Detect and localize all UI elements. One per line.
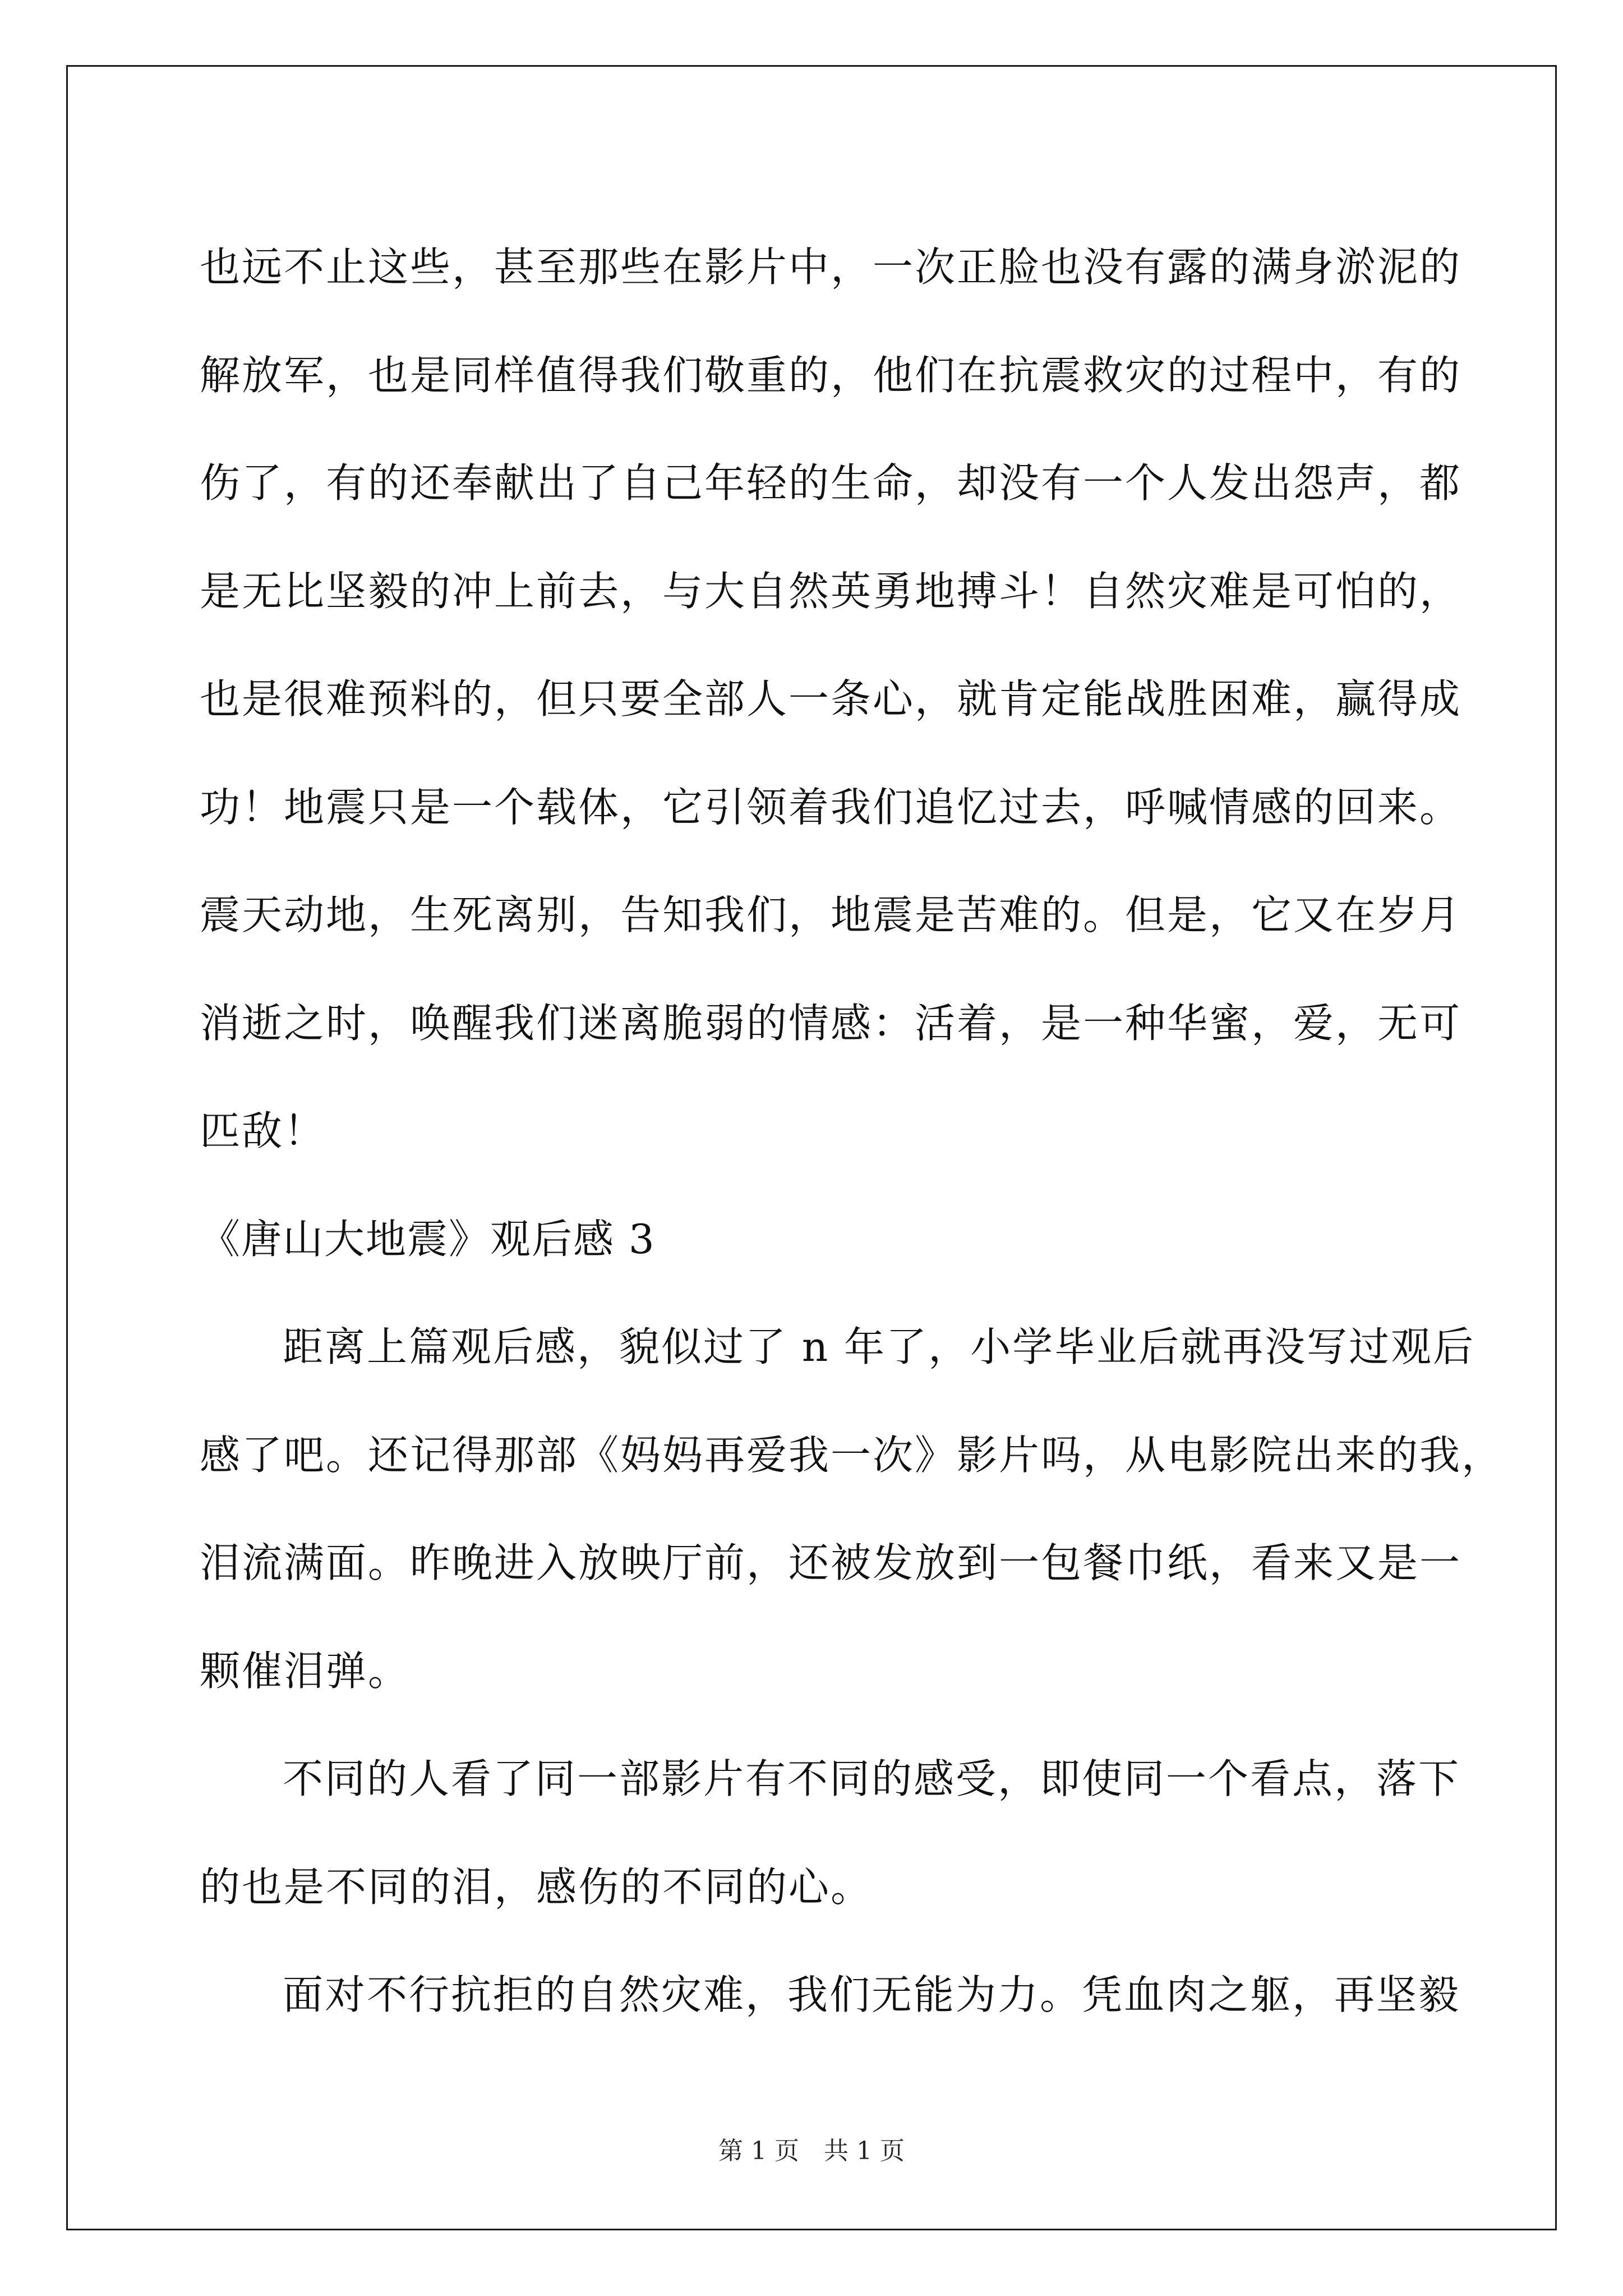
text-line: 消逝之时，唤醒我们迷离脆弱的情感：活着，是一种华蜜，爱，无可	[200, 999, 1462, 1047]
paragraph-first-line: 距离上篇观后感，貌似过了 n 年了，小学毕业后就再没写过观后	[283, 1323, 1476, 1370]
paragraph-first-line: 面对不行抗拒的自然灾难，我们无能为力。凭血肉之躯，再坚毅	[283, 1971, 1461, 2018]
text-line: 震天动地，生死离别，告知我们，地震是苦难的。但是，它又在岁月	[200, 891, 1462, 938]
text-line: 伤了，有的还奉献出了自己年轻的生命，却没有一个人发出怨声，都	[200, 459, 1462, 507]
document-body	[200, 213, 1504, 2049]
page-footer: 第 1 页 共 1 页	[718, 2137, 905, 2165]
text-line: 的也是不同的泪，感伤的不同的心。	[200, 1863, 873, 1911]
text-line: 匹敌！	[200, 1107, 326, 1154]
text-line: 也远不止这些，甚至那些在影片中，一次正脸也没有露的满身淤泥的	[200, 243, 1462, 291]
text-line: 颗催泪弹。	[200, 1647, 411, 1695]
text-line: 是无比坚毅的冲上前去，与大自然英勇地搏斗！自然灾难是可怕的，	[200, 567, 1462, 615]
text-line: 解放军，也是同样值得我们敬重的，他们在抗震救灾的过程中，有的	[200, 351, 1462, 399]
text-line: 感了吧。还记得那部《妈妈再爱我一次》影片吗，从电影院出来的我，	[200, 1431, 1504, 1479]
text-line: 泪流满面。昨晚进入放映厅前，还被发放到一包餐巾纸，看来又是一	[200, 1539, 1462, 1586]
text-line: 功！地震只是一个载体，它引领着我们追忆过去，呼喊情感的回来。	[200, 783, 1462, 831]
section-title: 《唐山大地震》观后感 3	[200, 1215, 656, 1263]
paragraph-first-line: 不同的人看了同一部影片有不同的感受，即使同一个看点，落下	[283, 1755, 1461, 1802]
text-line: 也是很难预料的，但只要全部人一条心，就肯定能战胜困难，赢得成	[200, 675, 1462, 723]
